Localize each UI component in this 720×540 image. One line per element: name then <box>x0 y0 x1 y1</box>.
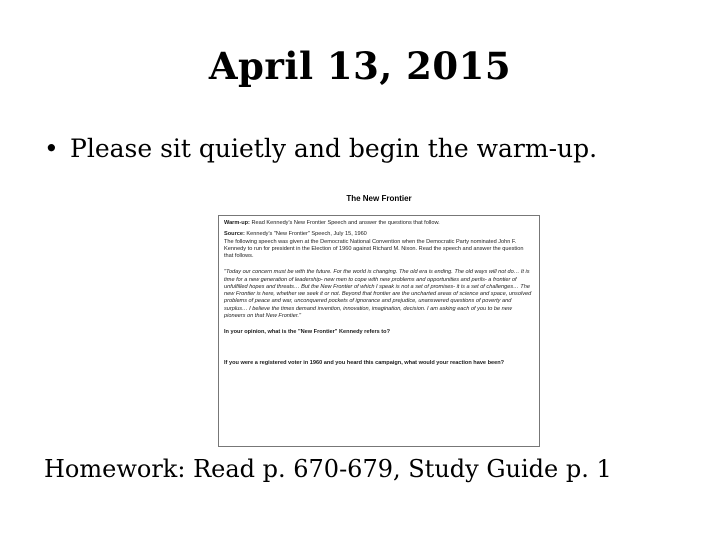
bullet-item <box>44 134 597 163</box>
warmup-text: Read Kennedy's New Frontier Speech and answer the questions that follow. <box>251 220 440 226</box>
question-1: In your opinion, what is the "New Frontier" Kennedy refers to? <box>224 329 390 336</box>
worksheet-title: The New Frontier <box>346 194 412 203</box>
bullet-icon: • <box>44 134 59 163</box>
homework-text: Homework: Read p. 670-679, Study Guide p. 1 <box>44 455 612 483</box>
warmup-label: Warm-up: <box>224 220 250 226</box>
question-2: If you were a registered voter in 1960 and you heard this campaign, what would your reaction have been? <box>224 360 505 367</box>
speech-quote: "Today our concern must be with the future. For the world is changing. The old era is ending. The old ways will not do… It is time for a new generation of leadership- new men to cope with new problems and opportunities and perils- a frontier of unfulfilled hopes and threats… But the New Frontier of which I speak is not a set of promises- it is a set of challenges… The new Frontier is here, whether we seek it or not. Beyond that frontier are the uncharted areas of science and space, unsolved problems of peace and war, unconquered pockets of ignorance and prejudice, unanswered questions of poverty and surplus… I believe the times demand invention, innovation, imagination, decision. I am asking each of you to be new pioneers on that New Frontier." <box>224 269 532 319</box>
source-text: Kennedy's "New Frontier" Speech, July 15, 1960 <box>246 231 367 238</box>
source-label: Source: <box>224 231 245 238</box>
source-line <box>224 231 533 238</box>
slide-title: April 13, 2015 <box>208 44 512 88</box>
warmup-line <box>224 220 533 227</box>
worksheet-image <box>218 215 540 447</box>
source-context: The following speech was given at the Democratic National Convention when the Democratic Party nominated John F. Kennedy to run for president in the Election of 1960 against Richard M. Nixon. Read the speech and answer the question that follows. <box>224 238 524 260</box>
bullet-text: Please sit quietly and begin the warm-up. <box>70 134 598 163</box>
